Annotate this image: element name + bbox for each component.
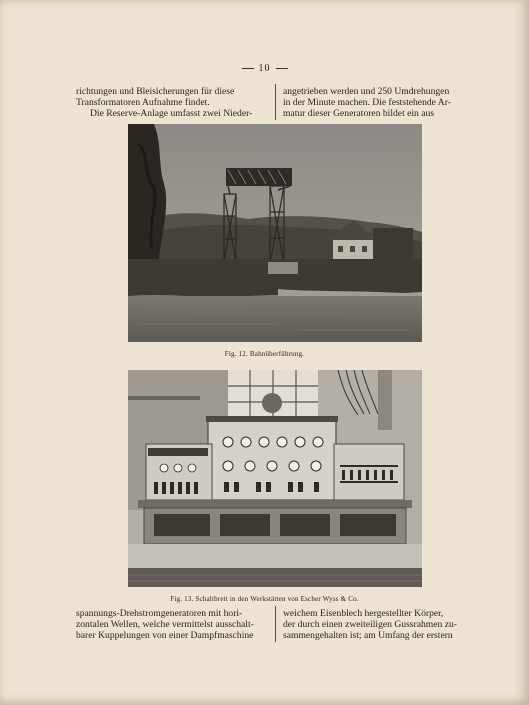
top-right-column — [283, 86, 471, 120]
text-line-content: Die Reserve-Anlage umfasst zwei Nieder- — [90, 108, 253, 120]
figure-switchboard-photo — [128, 370, 422, 587]
text-line: der durch einen zweiteiligen Gussrahmen zu- — [283, 619, 457, 631]
text-line — [76, 108, 266, 119]
bottom-left-column — [76, 608, 266, 642]
page-number-text: 10 — [258, 63, 271, 74]
text-line: Transformatoren Aufnahme findet. — [76, 97, 210, 109]
top-left-column — [76, 86, 266, 120]
figure-13-caption: Fig. 13. Schaltbrett in den Werkstätten von Escher Wyss & Co. — [170, 595, 359, 603]
bridge-photo-illustration — [128, 124, 422, 342]
text-line: spannungs-Drehstromgeneratoren mit hori- — [76, 608, 243, 619]
text-line: angetrieben werden und 250 Umdrehungen — [283, 86, 450, 97]
text-line: matur dieser Generatoren bildet ein aus — [283, 108, 435, 120]
text-line: zontalen Wellen, welche vermittelst ausschalt- — [76, 619, 254, 631]
page-number — [0, 63, 529, 74]
bottom-right-column — [283, 608, 471, 642]
text-line: in der Minute machen. Die feststehende Ar- — [283, 97, 451, 109]
text-line: richtungen und Bleisicherungen für diese — [76, 86, 235, 97]
text-line: sammengehalten ist; am Umfang der erstern — [283, 630, 453, 642]
text-line: barer Kuppelungen von einer Dampfmaschine — [76, 630, 254, 642]
column-divider — [275, 606, 276, 642]
switchboard-photo-illustration — [128, 370, 422, 587]
column-divider — [275, 84, 276, 120]
text-line: weichem Eisenblech hergestellter Körper, — [283, 608, 444, 619]
figure-12-caption: Fig. 12. Bahnüberführung. — [224, 350, 305, 358]
figure-bridge-photo — [128, 124, 422, 342]
